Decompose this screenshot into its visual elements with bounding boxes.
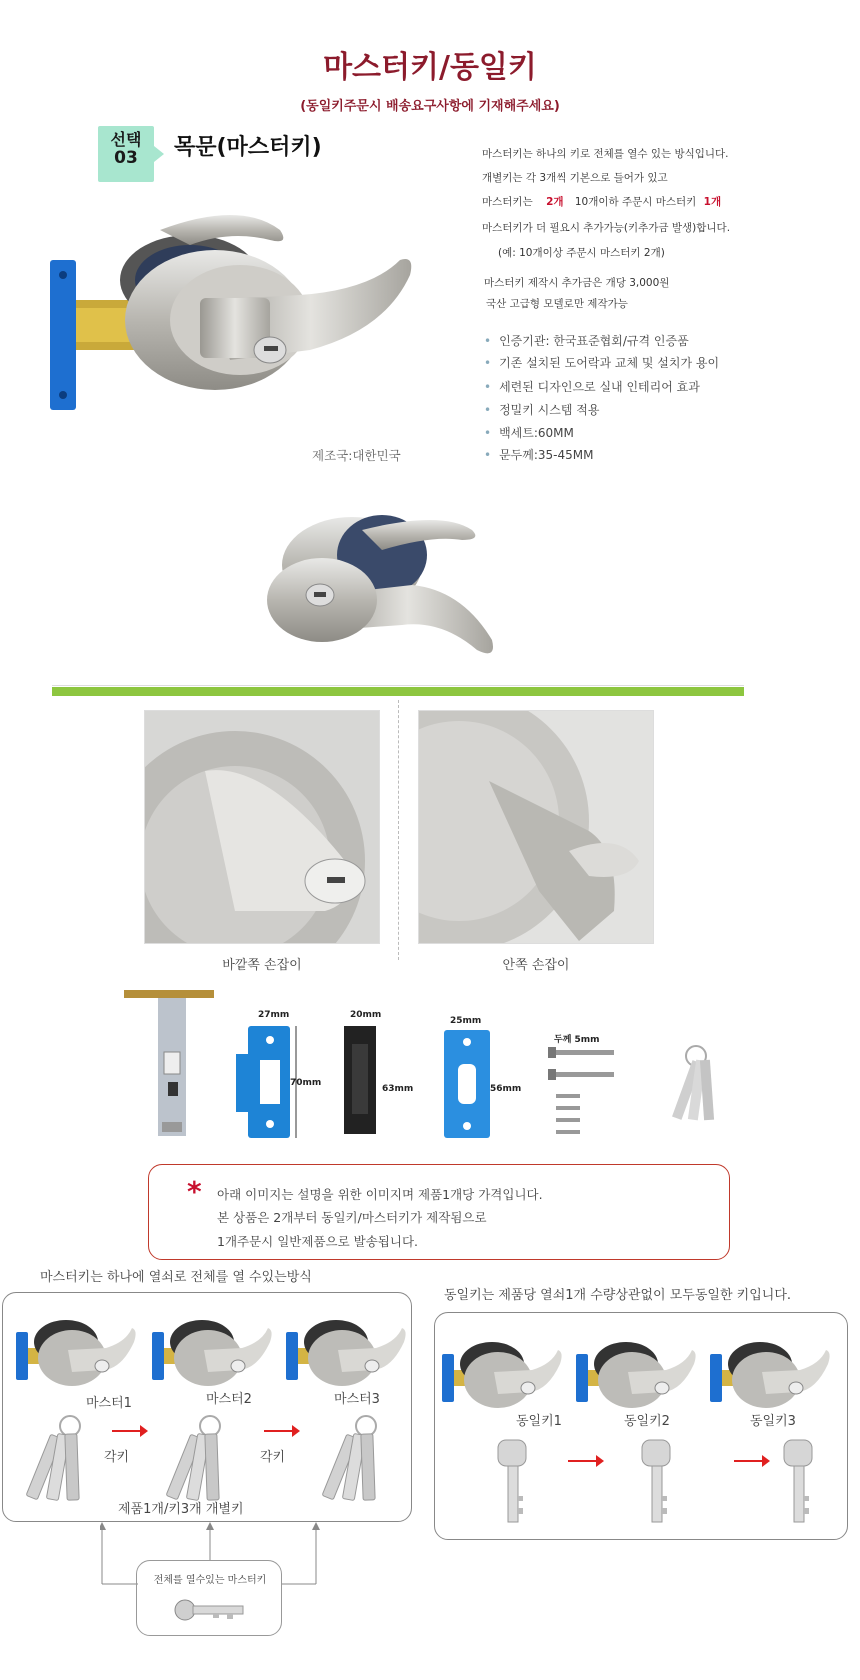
same-label-3: 동일키3 xyxy=(750,1414,796,1429)
same-label-2: 동일키2 xyxy=(624,1414,670,1429)
screw-thickness-label: 두께 5mm xyxy=(554,1035,600,1045)
arrow-right-icon xyxy=(568,1460,598,1462)
notice-box xyxy=(148,1164,730,1260)
strike2-height-label: 63mm xyxy=(382,1084,414,1094)
desc-line-7: 국산 고급형 모델로만 제작가능 xyxy=(486,298,628,310)
desc-line-2: 개별키는 각 3개씩 기본으로 들어가 있고 xyxy=(482,172,668,184)
master-key-callout xyxy=(136,1560,282,1636)
each-key-label-2: 각키 xyxy=(260,1450,286,1465)
master-key-icon xyxy=(173,1595,247,1625)
spec-item: • 기존 설치된 도어락과 교체 및 설치가 용이 xyxy=(484,354,719,371)
desc-line-1: 마스터키는 하나의 키로 전체를 열수 있는 방식입니다. xyxy=(482,148,729,160)
master-footer-label: 제품1개/키3개 개별키 xyxy=(118,1502,244,1517)
spec-item: • 정밀키 시스템 적용 xyxy=(484,401,599,418)
desc-line-6: 마스터키 제작시 추가금은 개당 3,000원 xyxy=(484,277,670,289)
latch-bolt-image xyxy=(124,972,220,1136)
page-title: 마스터키/동일키 xyxy=(323,50,537,85)
notice-star-icon: * xyxy=(187,1175,202,1208)
option-badge xyxy=(98,126,154,182)
section-divider xyxy=(52,687,744,696)
desc-line-3 xyxy=(482,194,721,209)
inside-handle-photo xyxy=(418,710,654,944)
lever-lock-main-image xyxy=(40,200,450,420)
master-section-title: 마스터키는 하나에 열쇠로 전체를 열 수있는방식 xyxy=(40,1270,312,1285)
spec-item: • 백세트:60MM xyxy=(484,424,574,441)
notice-line-3: 1개주문시 일반제품으로 발송됩니다. xyxy=(217,1234,418,1249)
strike3-width-label: 25mm xyxy=(450,1016,482,1026)
door-lock-icon xyxy=(708,1334,832,1412)
strike1-height-label: 70mm xyxy=(290,1078,322,1088)
door-lock-icon xyxy=(14,1312,138,1390)
inside-handle-caption: 안쪽 손잡이 xyxy=(502,958,570,973)
door-lock-icon xyxy=(574,1334,698,1412)
key-icon xyxy=(760,1436,840,1536)
spec-item: • 세련된 디자인으로 실내 인테리어 효과 xyxy=(484,378,700,395)
desc-master-count: 1개 xyxy=(703,196,722,208)
screws-image xyxy=(548,1044,618,1144)
desc-line-4: 마스터키가 더 필요시 추가가능(키추가금 발생)합니다. xyxy=(482,222,731,234)
desc-line-5: (예: 10개이상 주문시 마스터키 2개) xyxy=(498,247,665,259)
door-lock-icon xyxy=(440,1334,564,1412)
desc-line-3a: 마스터키는 xyxy=(482,196,533,208)
outside-handle-photo xyxy=(144,710,380,944)
master-label-2: 마스터2 xyxy=(206,1392,252,1407)
strike-plate-2-image xyxy=(440,1028,496,1140)
key-set-image xyxy=(644,1042,724,1132)
door-lock-icon xyxy=(284,1312,408,1390)
option-badge-number: 03 xyxy=(114,147,138,168)
spec-item: • 인증기관: 한국표준협회/규격 인증품 xyxy=(484,332,689,349)
same-section-title: 동일키는 제품당 열쇠1개 수량상관없이 모두동일한 키입니다. xyxy=(444,1288,792,1303)
strike3-height-label: 56mm xyxy=(490,1084,522,1094)
same-label-1: 동일키1 xyxy=(516,1414,562,1429)
desc-master-qty: 2개 xyxy=(546,196,564,208)
each-key-label-1: 각키 xyxy=(104,1450,130,1465)
master-key-callout-label: 전체를 열수있는 마스터키 xyxy=(153,1575,267,1586)
spec-item: • 문두께:35-45MM xyxy=(484,446,593,463)
page-subtitle: (동일키주문시 배송요구사항에 기재해주세요) xyxy=(300,99,560,114)
key-icon xyxy=(474,1436,554,1536)
notice-line-1: 아래 이미지는 설명을 위한 이미지며 제품1개당 가격입니다. xyxy=(217,1187,543,1202)
desc-line-3c: 10개이하 주문시 마스터키 xyxy=(574,196,697,208)
strike1-width-label: 27mm xyxy=(258,1010,290,1020)
arrow-right-icon xyxy=(264,1430,294,1432)
arrow-right-icon xyxy=(112,1430,142,1432)
notice-line-2: 본 상품은 2개부터 동일키/마스터키가 제작됨으로 xyxy=(217,1210,487,1225)
key-set-icon xyxy=(312,1410,392,1510)
master-label-3: 마스터3 xyxy=(334,1392,380,1407)
outside-handle-caption: 바깥쪽 손잡이 xyxy=(222,958,302,973)
key-set-icon xyxy=(16,1410,96,1510)
strike2-width-label: 20mm xyxy=(350,1010,382,1020)
lever-lock-secondary-image xyxy=(262,500,512,675)
product-option-name: 목문(마스터키) xyxy=(174,135,322,160)
strike-box-image xyxy=(340,1024,380,1136)
door-lock-icon xyxy=(150,1312,274,1390)
key-icon xyxy=(618,1436,698,1536)
origin-text: 제조국:대한민국 xyxy=(312,448,401,463)
master-label-1: 마스터1 xyxy=(86,1396,132,1411)
detail-divider xyxy=(398,700,399,960)
key-set-icon xyxy=(156,1410,236,1510)
option-badge-label: 선택 xyxy=(110,130,142,149)
